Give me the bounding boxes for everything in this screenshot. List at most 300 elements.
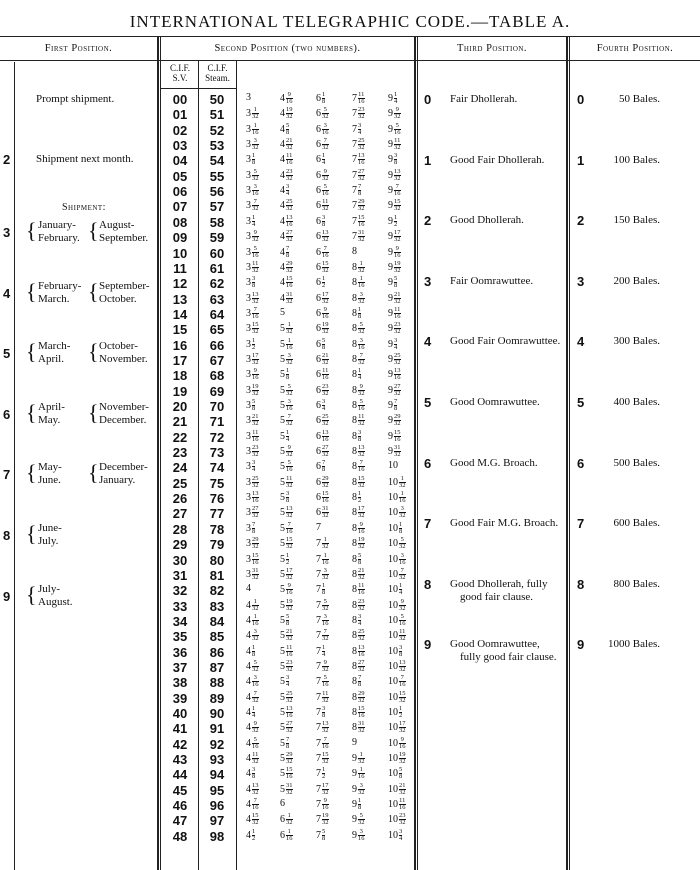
price-fraction: $\frac{3}{16}$	[252, 183, 259, 198]
price-cell: 3 $\frac{3}{32}$	[246, 137, 259, 152]
brace-right: {	[88, 278, 99, 304]
price-fraction: $\frac{5}{16}$	[322, 183, 329, 198]
price-fraction: $\frac{25}{32}$	[358, 628, 365, 643]
price-fraction: $\frac{7}{16}$	[358, 459, 365, 474]
period-b: January.	[99, 474, 136, 487]
third-label: fully good fair clause.	[460, 651, 557, 664]
price-fraction: $\frac{15}{16}$	[358, 213, 365, 228]
header-rule	[0, 60, 700, 61]
table-row	[0, 537, 700, 552]
price-fraction: $\frac{3}{4}$	[399, 827, 403, 842]
top-rule	[0, 36, 700, 37]
price-fraction: $\frac{13}{16}$	[286, 705, 293, 719]
code-sv: 12	[172, 276, 188, 292]
price-fraction: $\frac{23}{32}$	[394, 321, 401, 336]
price-fraction: $\frac{9}{32}$	[399, 597, 406, 612]
price-fraction: $\frac{23}{32}$	[358, 597, 365, 612]
price-fraction: $\frac{5}{8}$	[358, 551, 362, 566]
price-fraction: $\frac{13}{32}$	[322, 229, 329, 244]
fourth-label: 150 Bales.	[613, 214, 660, 227]
first-digit: 9	[3, 588, 11, 604]
brace-right: {	[88, 399, 99, 425]
price-cell: 6 $\frac{3}{8}$	[316, 213, 326, 228]
price-fraction: $\frac{9}{16}$	[358, 520, 365, 535]
price-cell: 4 $\frac{5}{16}$	[246, 735, 259, 750]
code-sv: 41	[172, 721, 188, 737]
price-fraction: $\frac{15}{16}$	[286, 766, 293, 781]
code-sv: 21	[172, 414, 188, 430]
price-fraction: $\frac{5}{8}$	[322, 336, 326, 351]
table-row	[0, 199, 700, 214]
brace-left: {	[26, 399, 37, 425]
price-fraction: $\frac{1}{8}$	[252, 152, 256, 167]
price-fraction: $\frac{11}{32}$	[322, 198, 329, 213]
price-fraction: $\frac{21}{32}$	[399, 781, 406, 796]
price-fraction: $\frac{25}{32}$	[286, 689, 293, 704]
price-cell: 5 $\frac{21}{32}$	[280, 628, 293, 643]
price-cell: 5 $\frac{7}{8}$	[280, 735, 290, 750]
code-steam: 62	[209, 276, 225, 292]
fourth-digit: 9	[577, 637, 585, 653]
price-fraction: $\frac{5}{16}$	[286, 459, 293, 474]
first-digit: 7	[3, 467, 11, 483]
price-fraction: $\frac{11}{16}$	[358, 91, 365, 105]
first-digit: 2	[3, 152, 11, 167]
price-fraction: $\frac{15}{32}$	[252, 812, 259, 827]
price-cell: 5 $\frac{5}{16}$	[280, 459, 293, 474]
sub-header-rule	[161, 88, 237, 89]
subheader-cif-steam: C.I.F. Steam.	[205, 63, 230, 83]
price-cell: 6 $\frac{25}{32}$	[316, 413, 329, 428]
price-fraction: $\frac{1}{2}$	[399, 705, 403, 719]
price-fraction: $\frac{25}{32}$	[394, 351, 401, 366]
price-fraction: $\frac{1}{8}$	[358, 305, 362, 320]
price-fraction: $\frac{7}{16}$	[252, 305, 259, 320]
table-row	[0, 706, 700, 721]
price-cell: 3 $\frac{9}{16}$	[246, 367, 259, 382]
price-fraction: $\frac{15}{32}$	[358, 474, 365, 489]
price-cell: 3 $\frac{1}{2}$	[246, 336, 256, 351]
price-cell: 10 $\frac{11}{32}$	[388, 628, 406, 643]
price-cell: 10 $\frac{5}{16}$	[388, 612, 406, 627]
price-cell: 3 $\frac{13}{32}$	[246, 290, 259, 305]
code-steam: 92	[209, 736, 225, 752]
price-cell: 4 $\frac{19}{32}$	[280, 106, 293, 121]
price-cell: 4 $\frac{9}{32}$	[246, 720, 259, 735]
price-cell: 4 $\frac{25}{32}$	[280, 198, 293, 213]
price-fraction: $\frac{1}{2}$	[358, 490, 362, 505]
code-sv: 43	[172, 752, 188, 768]
price-fraction: $\frac{21}{32}$	[252, 413, 259, 428]
price-fraction: $\frac{1}{8}$	[322, 582, 326, 597]
price-fraction: $\frac{3}{4}$	[286, 674, 290, 689]
brace-right: {	[88, 218, 99, 243]
table-row	[0, 798, 700, 813]
price-cell: 8 $\frac{7}{8}$	[352, 674, 362, 689]
price-cell: 7 $\frac{1}{16}$	[316, 551, 329, 566]
price-fraction: $\frac{3}{32}$	[252, 628, 259, 643]
code-steam: 68	[209, 368, 225, 384]
price-fraction: $\frac{1}{2}$	[252, 827, 256, 842]
price-fraction: $\frac{7}{32}$	[322, 137, 329, 152]
third-label: Good Oomrawuttee,	[450, 638, 540, 651]
price-fraction: $\frac{27}{32}$	[358, 658, 365, 673]
price-fraction: $\frac{31}{32}$	[358, 229, 365, 244]
price-cell: 8 $\frac{9}{32}$	[352, 382, 365, 397]
price-fraction: $\frac{19}{32}$	[358, 536, 365, 551]
price-fraction: $\frac{1}{32}$	[322, 536, 329, 551]
price-cell: 5 $\frac{3}{8}$	[280, 490, 290, 505]
price-fraction: $\frac{23}{32}$	[358, 106, 365, 121]
table-row	[0, 123, 700, 138]
price-fraction: $\frac{5}{32}$	[286, 382, 293, 397]
price-fraction: $\frac{1}{4}$	[322, 152, 326, 167]
table-row	[0, 675, 700, 690]
price-cell: 9 $\frac{13}{32}$	[388, 167, 401, 182]
first-digit: 4	[3, 285, 11, 301]
code-sv: 01	[172, 107, 188, 123]
price-cell: 9 $\frac{9}{16}$	[388, 244, 401, 259]
price-fraction: $\frac{3}{8}$	[358, 428, 362, 443]
price-cell: 8 $\frac{5}{8}$	[352, 551, 362, 566]
price-cell: 3 $\frac{7}{8}$	[246, 520, 256, 535]
price-fraction: $\frac{9}{32}$	[252, 720, 259, 735]
price-fraction: $\frac{1}{32}$	[252, 106, 259, 121]
period-a: July.	[38, 535, 59, 547]
price-cell: 8 $\frac{1}{32}$	[352, 259, 365, 274]
price-fraction: $\frac{17}{32}$	[358, 505, 365, 520]
price-cell: 6 $\frac{15}{32}$	[316, 259, 329, 274]
price-fraction: $\frac{3}{32}$	[399, 505, 406, 520]
price-cell: 9 $\frac{21}{32}$	[388, 290, 401, 305]
price-cell: 3 $\frac{3}{4}$	[246, 459, 256, 474]
code-sv: 19	[172, 383, 188, 399]
price-cell: 6 $\frac{1}{2}$	[316, 275, 326, 290]
price-cell: 4 $\frac{9}{16}$	[280, 91, 293, 105]
fourth-label: 50 Bales.	[619, 93, 660, 105]
price-fraction: $\frac{3}{16}$	[358, 827, 365, 842]
price-fraction: $\frac{15}{32}$	[322, 259, 329, 274]
price-fraction: $\frac{15}{16}$	[394, 428, 401, 443]
price-fraction: $\frac{13}{16}$	[322, 428, 329, 443]
code-steam: 69	[209, 383, 225, 399]
code-steam: 63	[209, 291, 225, 307]
price-fraction: $\frac{5}{16}$	[394, 121, 401, 136]
price-fraction: $\frac{7}{16}$	[322, 244, 329, 259]
price-fraction: $\frac{9}{16}$	[286, 91, 293, 105]
price-cell: 7 $\frac{5}{32}$	[316, 597, 329, 612]
price-cell: 5 $\frac{9}{32}$	[280, 444, 293, 459]
price-cell: 7 $\frac{23}{32}$	[352, 106, 365, 121]
price-cell: 5 $\frac{5}{8}$	[280, 612, 290, 627]
price-fraction: $\frac{21}{32}$	[286, 137, 293, 152]
period-b: November-	[99, 400, 149, 413]
price-cell: 10 $\frac{9}{32}$	[388, 597, 406, 612]
price-cell: 7 $\frac{1}{2}$	[316, 766, 326, 781]
price-cell: 8 $\frac{31}{32}$	[352, 720, 365, 735]
price-fraction: $\frac{21}{32}$	[286, 628, 293, 643]
price-cell: 5 $\frac{23}{32}$	[280, 658, 293, 673]
price-fraction: $\frac{17}{32}$	[322, 781, 329, 796]
price-cell: 3	[246, 92, 251, 103]
table-row	[0, 307, 700, 322]
price-fraction: $\frac{5}{8}$	[286, 121, 290, 136]
price-cell: 8 $\frac{7}{16}$	[352, 459, 365, 474]
price-cell: 9 $\frac{15}{16}$	[388, 428, 401, 443]
price-fraction: $\frac{15}{16}$	[252, 551, 259, 566]
third-label: good fair clause.	[460, 590, 533, 603]
price-fraction: $\frac{21}{32}$	[358, 566, 365, 581]
price-fraction: $\frac{1}{32}$	[286, 812, 293, 827]
code-steam: 88	[209, 675, 225, 691]
price-cell: 5 $\frac{1}{2}$	[280, 551, 290, 566]
price-fraction: $\frac{23}{32}$	[252, 444, 259, 459]
price-fraction: $\frac{19}{32}$	[322, 321, 329, 336]
price-cell: 5	[280, 306, 285, 318]
price-cell: 9 $\frac{3}{32}$	[352, 781, 365, 796]
period-b: September-	[99, 279, 150, 292]
code-sv: 28	[172, 521, 188, 537]
price-cell: 4 $\frac{3}{16}$	[246, 674, 259, 689]
price-fraction: $\frac{7}{8}$	[394, 398, 398, 412]
price-cell: 8 $\frac{21}{32}$	[352, 566, 365, 581]
price-cell: 4 $\frac{1}{16}$	[246, 612, 259, 627]
table-row	[0, 737, 700, 752]
price-fraction: $\frac{17}{32}$	[322, 290, 329, 305]
code-steam: 90	[209, 706, 225, 721]
price-cell: 8 $\frac{13}{32}$	[352, 444, 365, 459]
price-cell: 8 $\frac{1}{2}$	[352, 490, 362, 505]
price-fraction: $\frac{7}{8}$	[358, 674, 362, 689]
code-sv: 14	[172, 306, 188, 322]
price-fraction: $\frac{1}{32}$	[252, 597, 259, 612]
code-sv: 13	[172, 291, 188, 307]
fourth-label: 1000 Bales.	[608, 638, 660, 651]
code-sv: 03	[172, 138, 188, 154]
price-fraction: $\frac{29}{32}$	[286, 751, 293, 766]
code-steam: 82	[209, 583, 225, 599]
price-cell: 6 $\frac{27}{32}$	[316, 444, 329, 459]
third-digit: 8	[424, 576, 432, 592]
table-row	[0, 614, 700, 629]
period-b: October-	[99, 340, 138, 353]
fourth-digit: 4	[577, 334, 585, 350]
price-cell: 6 $\frac{13}{32}$	[316, 229, 329, 244]
price-fraction: $\frac{9}{32}$	[358, 382, 365, 397]
price-fraction: $\frac{17}{32}$	[399, 720, 406, 735]
price-cell: 7 $\frac{31}{32}$	[352, 229, 365, 244]
price-cell: 9 $\frac{1}{4}$	[388, 91, 398, 105]
price-fraction: $\frac{1}{2}$	[252, 336, 256, 351]
code-sv: 27	[172, 506, 188, 522]
price-cell: 9 $\frac{5}{8}$	[388, 275, 398, 290]
price-fraction: $\frac{1}{4}$	[322, 643, 326, 658]
price-cell: 3 $\frac{1}{8}$	[246, 152, 256, 167]
price-cell: 7 $\frac{11}{16}$	[352, 91, 365, 105]
price-cell: 3 $\frac{23}{32}$	[246, 444, 259, 459]
price-fraction: $\frac{9}{32}$	[286, 444, 293, 459]
price-cell: 7 $\frac{9}{32}$	[316, 658, 329, 673]
price-cell: 4 $\frac{13}{16}$	[280, 213, 293, 228]
price-cell: 8 $\frac{15}{32}$	[352, 474, 365, 489]
code-steam: 76	[209, 491, 225, 507]
price-cell: 10 $\frac{17}{32}$	[388, 720, 406, 735]
code-steam: 70	[209, 399, 225, 414]
period-a: June-	[38, 522, 62, 534]
code-steam: 59	[209, 230, 225, 246]
price-fraction: $\frac{5}{8}$	[286, 612, 290, 627]
price-cell: 10 $\frac{15}{32}$	[388, 689, 406, 704]
price-cell: 7 $\frac{15}{32}$	[316, 751, 329, 766]
period-a: August.	[38, 595, 73, 608]
price-fraction: $\frac{17}{32}$	[252, 351, 259, 366]
price-cell: 9 $\frac{25}{32}$	[388, 351, 401, 366]
code-steam: 96	[209, 798, 225, 814]
third-digit: 9	[424, 637, 432, 653]
code-steam: 75	[209, 475, 225, 491]
price-cell: 8 $\frac{1}{4}$	[352, 367, 362, 382]
table-row	[0, 169, 700, 184]
price-cell: 9 $\frac{9}{32}$	[388, 106, 401, 121]
price-cell: 6 $\frac{17}{32}$	[316, 290, 329, 305]
price-cell: 10	[388, 460, 398, 472]
price-fraction: $\frac{3}{8}$	[322, 213, 326, 228]
price-cell: 9 $\frac{13}{16}$	[388, 367, 401, 382]
price-fraction: $\frac{11}{32}$	[252, 259, 259, 274]
price-cell: 3 $\frac{1}{4}$	[246, 213, 256, 228]
code-sv: 31	[172, 567, 188, 583]
price-cell: 4 $\frac{27}{32}$	[280, 229, 293, 244]
price-fraction: $\frac{5}{8}$	[394, 275, 398, 290]
price-cell: 9 $\frac{17}{32}$	[388, 229, 401, 244]
fourth-label: 400 Bales.	[613, 396, 660, 408]
third-digit: 6	[424, 455, 432, 471]
period-a: May-	[38, 461, 62, 474]
code-steam: 77	[209, 506, 225, 522]
price-fraction: $\frac{27}{32}$	[252, 505, 259, 520]
price-fraction: $\frac{5}{16}$	[252, 735, 259, 750]
period-b: September.	[99, 232, 149, 244]
price-cell: 6 $\frac{5}{32}$	[316, 106, 329, 121]
table-row	[0, 414, 700, 429]
price-cell: 3 $\frac{19}{32}$	[246, 382, 259, 397]
third-label: Good Fair Oomrawuttee.	[450, 335, 561, 348]
code-sv: 18	[172, 368, 188, 384]
price-fraction: $\frac{11}{16}$	[286, 152, 293, 167]
code-sv: 06	[172, 184, 188, 200]
price-fraction: $\frac{5}{32}$	[358, 321, 365, 336]
price-fraction: $\frac{13}{16}$	[394, 367, 401, 382]
period-b: December-	[99, 461, 148, 474]
price-cell: 4 $\frac{15}{32}$	[246, 812, 259, 827]
price-fraction: $\frac{15}{32}$	[286, 536, 293, 551]
price-cell: 5 $\frac{1}{8}$	[280, 367, 290, 382]
price-fraction: $\frac{7}{16}$	[399, 674, 406, 689]
price-cell: 5 $\frac{29}{32}$	[280, 751, 293, 766]
code-sv: 38	[172, 675, 188, 691]
price-fraction: $\frac{1}{16}$	[322, 551, 329, 566]
price-cell: 7 $\frac{15}{16}$	[352, 213, 365, 228]
price-fraction: $\frac{11}{16}$	[252, 428, 259, 443]
price-fraction: $\frac{5}{16}$	[252, 244, 259, 259]
price-cell: 9 $\frac{15}{32}$	[388, 198, 401, 213]
fourth-digit: 5	[577, 395, 585, 410]
price-fraction: $\frac{15}{16}$	[286, 275, 293, 290]
price-cell: 7 $\frac{17}{32}$	[316, 781, 329, 796]
price-fraction: $\frac{13}{32}$	[252, 781, 259, 796]
third-digit: 4	[424, 334, 432, 350]
price-cell: 9 $\frac{7}{16}$	[388, 183, 401, 198]
price-fraction: $\frac{5}{32}$	[252, 658, 259, 673]
code-sv: 16	[172, 337, 188, 353]
price-cell: 10 $\frac{1}{8}$	[388, 520, 403, 535]
third-label: Fair Dhollerah.	[450, 93, 518, 105]
price-cell: 10 $\frac{7}{32}$	[388, 566, 406, 581]
price-fraction: $\frac{3}{4}$	[286, 183, 290, 198]
price-cell: 10 $\frac{3}{8}$	[388, 643, 403, 658]
price-cell: 3 $\frac{25}{32}$	[246, 474, 259, 489]
price-fraction: $\frac{13}{16}$	[252, 490, 259, 505]
price-fraction: $\frac{11}{32}$	[322, 689, 329, 704]
price-cell: 3 $\frac{7}{16}$	[246, 305, 259, 320]
price-cell: 4 $\frac{11}{16}$	[280, 152, 293, 167]
header-first-position: First Position.	[44, 43, 113, 54]
price-cell: 8 $\frac{13}{16}$	[352, 643, 365, 658]
code-steam: 80	[209, 552, 225, 568]
code-sv: 30	[172, 552, 188, 568]
price-fraction: $\frac{5}{16}$	[358, 398, 365, 412]
code-steam: 74	[209, 460, 225, 476]
price-cell: 5 $\frac{27}{32}$	[280, 720, 293, 735]
price-fraction: $\frac{21}{32}$	[322, 351, 329, 366]
price-cell: 9 $\frac{3}{4}$	[388, 336, 398, 351]
price-cell: 8 $\frac{3}{16}$	[352, 336, 365, 351]
price-cell: 5 $\frac{1}{4}$	[280, 428, 290, 443]
third-label: Good M.G. Broach.	[450, 456, 538, 469]
price-cell: 4 $\frac{11}{32}$	[246, 751, 259, 766]
price-cell: 3 $\frac{21}{32}$	[246, 413, 259, 428]
code-sv: 46	[172, 798, 188, 814]
price-fraction: $\frac{3}{32}$	[252, 137, 259, 152]
price-cell: 4 $\frac{3}{8}$	[246, 766, 256, 781]
code-steam: 87	[209, 659, 225, 675]
table-row	[0, 368, 700, 383]
price-cell: 5 $\frac{3}{32}$	[280, 351, 293, 366]
price-cell: 6 $\frac{21}{32}$	[316, 351, 329, 366]
price-cell: 4 $\frac{7}{8}$	[280, 244, 290, 259]
first-digit: 3	[3, 225, 11, 240]
fourth-label: 500 Bales.	[613, 456, 660, 469]
price-cell: 8 $\frac{5}{16}$	[352, 398, 365, 412]
price-cell: 7 $\frac{13}{16}$	[352, 152, 365, 167]
price-cell: 9 $\frac{3}{8}$	[388, 152, 398, 167]
price-fraction: $\frac{3}{4}$	[358, 612, 362, 627]
price-cell: 5 $\frac{13}{32}$	[280, 505, 293, 520]
price-cell: 6 $\frac{3}{4}$	[316, 398, 326, 412]
table-row	[0, 261, 700, 276]
code-steam: 85	[209, 629, 225, 645]
price-cell: 7 $\frac{11}{32}$	[316, 689, 329, 704]
price-fraction: $\frac{25}{32}$	[322, 413, 329, 428]
price-fraction: $\frac{15}{32}$	[322, 751, 329, 766]
price-cell: 7 $\frac{5}{16}$	[316, 674, 329, 689]
price-fraction: $\frac{5}{32}$	[322, 106, 329, 121]
code-sv: 00	[172, 92, 188, 107]
price-cell: 5 $\frac{1}{32}$	[280, 321, 293, 336]
price-fraction: $\frac{7}{32}$	[252, 198, 259, 213]
price-cell: 8 $\frac{15}{16}$	[352, 705, 365, 719]
price-fraction: $\frac{3}{8}$	[399, 643, 403, 658]
